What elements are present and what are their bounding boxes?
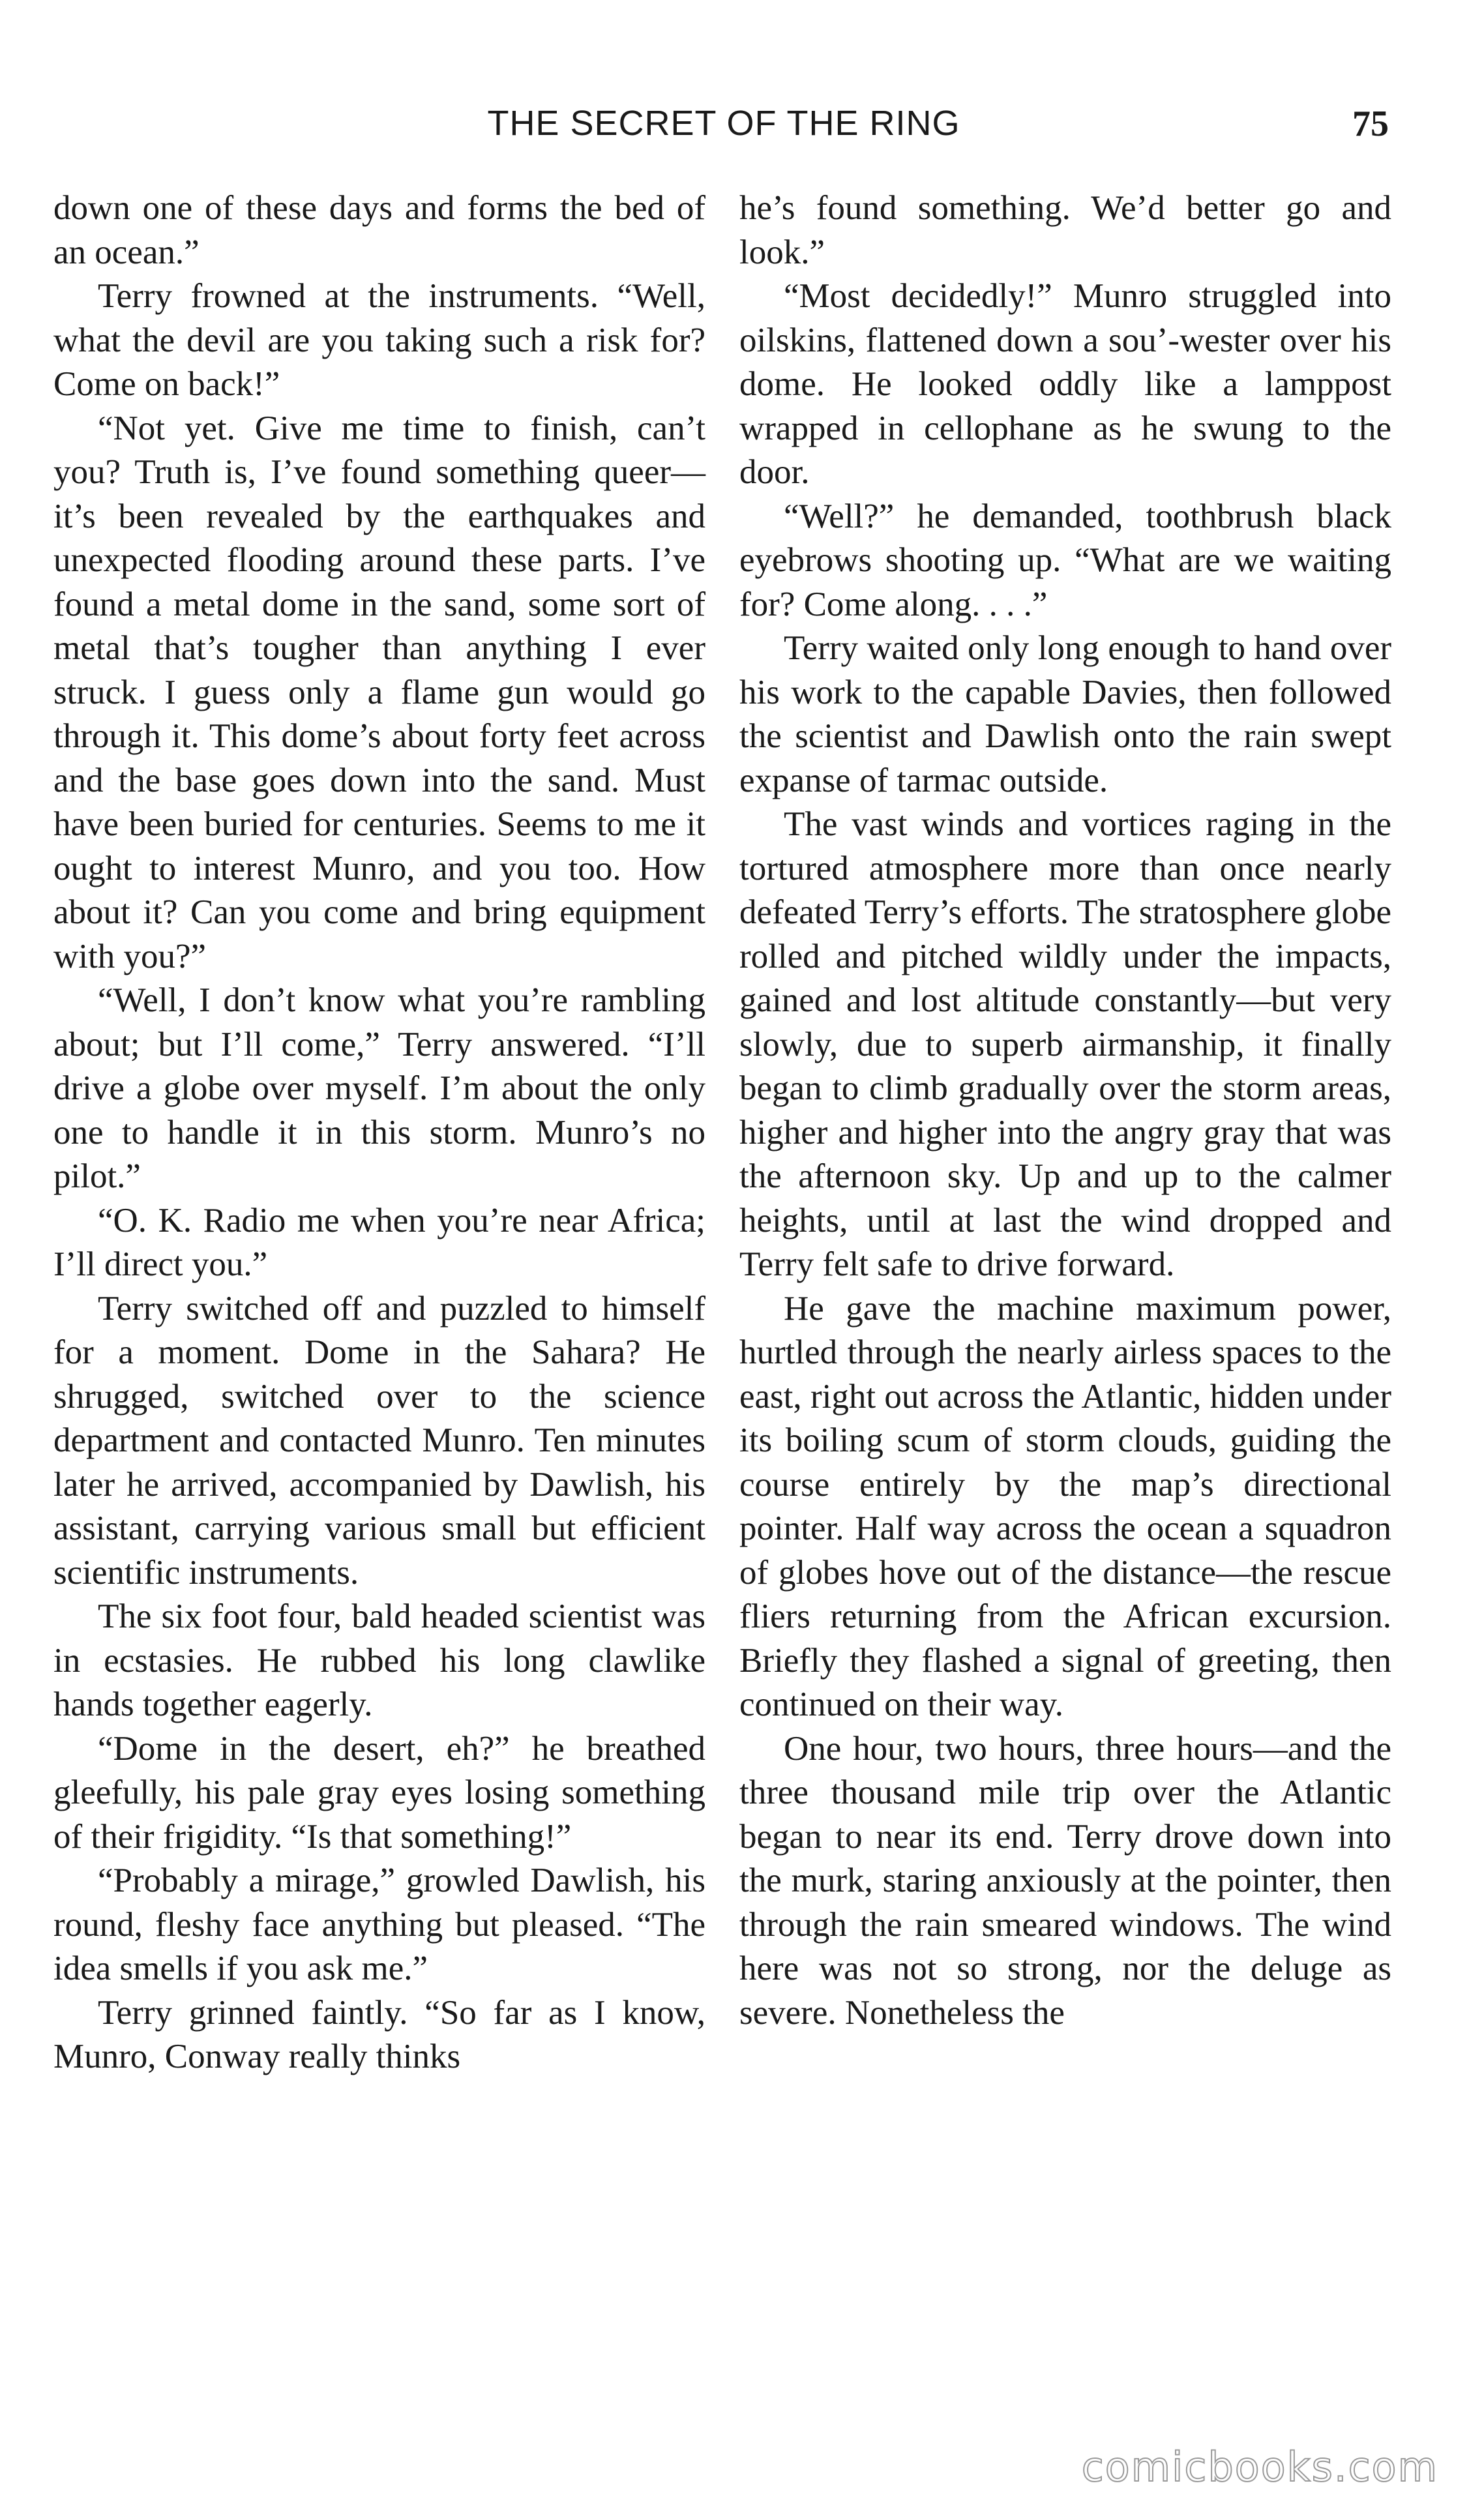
- page-header: [46, 98, 1402, 156]
- paragraph: “Most decidedly!” Munro struggled into oilskins, flattened down a sou’-wester over his dome. He looked oddly like a lamppost wrapped in cellophane as he swung to the door.: [739, 277, 1391, 491]
- right-column: [739, 186, 1391, 2035]
- paragraph: “Dome in the desert, eh?” he breathed gleefully, his pale gray eyes losing something of their frigidity. “Is that something!”: [53, 1729, 705, 1856]
- paragraph: he’s found something. We’d better go and look.”: [739, 189, 1391, 271]
- paragraph: “Probably a mirage,” growled Dawlish, his round, fleshy face anything but pleased. “The idea smells if you ask me.”: [53, 1862, 705, 1987]
- paragraph: He gave the machine maximum power, hurtled through the nearly airless spaces to the east, right out across the Atlantic, hidden under its boiling scum of storm clouds, guiding the course entirely by the map’s directional pointer. Half way across the ocean a squadron of globes hove out of the distance—the rescue fliers returning from the African excursion. Briefly they flashed a signal of greeting, then continued on their way.: [739, 1289, 1391, 1723]
- paragraph: One hour, two hours, three hours—and the three thousand mile trip over the Atlantic began to near its end. Terry drove down into the murk, staring anxiously at the pointer, then through the rain smeared windows. The wind here was not so strong, nor the deluge as severe. Nonetheless the: [739, 1729, 1391, 2032]
- paragraph: Terry waited only long enough to hand over his work to the capable Davies, then followed the scientist and Dawlish onto the rain swept expanse of tarmac outside.: [739, 629, 1391, 799]
- paragraph: Terry grinned faintly. “So far as I know, Munro, Conway really thinks: [53, 1993, 705, 2075]
- paragraph: “Well?” he demanded, toothbrush black eyebrows shooting up. “What are we waiting for? Come along. . . .”: [739, 497, 1391, 623]
- left-column: [53, 186, 705, 2079]
- paragraph: “O. K. Radio me when you’re near Africa; I’ll direct you.”: [53, 1201, 705, 1283]
- watermark-logo: comicbooks.com: [1081, 2443, 1438, 2491]
- paragraph: Terry frowned at the instruments. “Well, what the devil are you taking such a risk for? Come on back!”: [53, 277, 705, 403]
- paragraph: “Not yet. Give me time to finish, can’t you? Truth is, I’ve found something queer—it’s been revealed by the earthquakes and unexpected flooding around these parts. I’ve found a metal dome in the sand, some sort of metal that’s tougher than anything I ever struck. I guess only a flame gun would go through it. This dome’s about forty feet across and the base goes down into the sand. Must have been buried for centuries. Seems to me it ought to interest Munro, and you too. How about it? Can you come and bring equipment with you?”: [53, 409, 705, 975]
- page-number: 75: [1352, 104, 1389, 144]
- paragraph: The vast winds and vortices raging in the tortured atmosphere more than once nearly defeated Terry’s efforts. The stratosphere globe rolled and pitched wildly under the impacts, gained and lost altitude constantly—but very slowly, due to superb airmanship, it finally began to climb gradually over the storm areas, higher and higher into the angry gray that was the afternoon sky. Up and up to the calmer heights, until at last the wind dropped and Terry felt safe to drive forward.: [739, 805, 1391, 1283]
- paragraph: Terry switched off and puzzled to himself for a moment. Dome in the Sahara? He shrugged, switched over to the science department and contacted Munro. Ten minutes later he arrived, accompanied by Dawlish, his assistant, carrying various small but efficient scientific instruments.: [53, 1289, 705, 1592]
- paragraph: down one of these days and forms the bed of an ocean.”: [53, 189, 705, 271]
- paragraph: The six foot four, bald headed scientist was in ecstasies. He rubbed his long clawlike hands together eagerly.: [53, 1597, 705, 1723]
- running-title: THE SECRET OF THE RING: [487, 104, 960, 143]
- paragraph: “Well, I don’t know what you’re rambling about; but I’ll come,” Terry answered. “I’ll drive a globe over myself. I’m about the only one to handle it in this storm. Munro’s no pilot.”: [53, 981, 705, 1195]
